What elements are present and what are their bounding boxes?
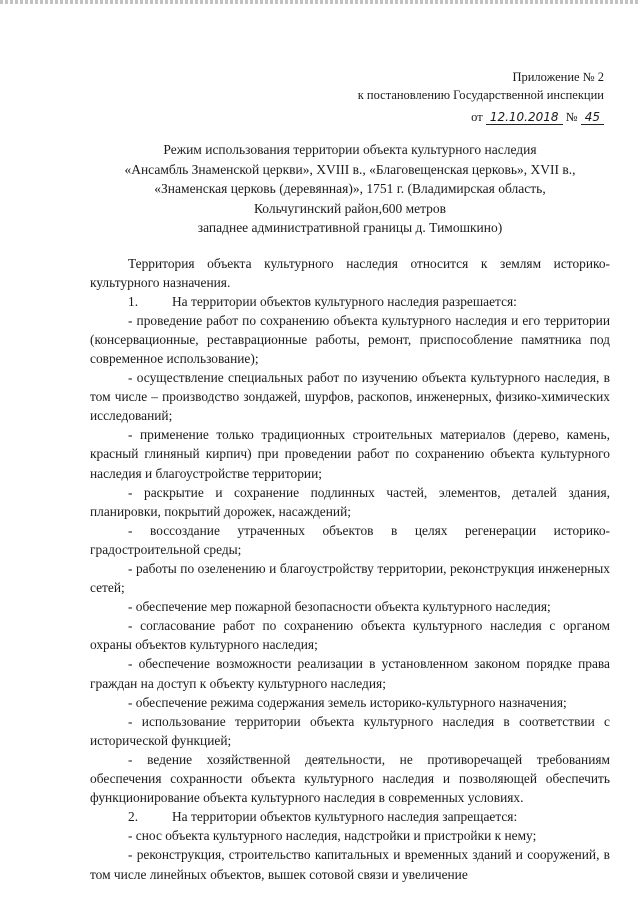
- title-line: Кольчугинский район,600 метров: [253, 200, 447, 216]
- section-number: 2.: [128, 809, 139, 825]
- section-heading-text: На территории объектов культурного наследия разрешается:: [172, 293, 517, 309]
- list-item: - проведение работ по сохранению объекта культурного наследия и его территории (консервационные, реставрационные работы, ремонт, приспособление памятника под современное использование);: [90, 312, 610, 366]
- title-line: «Ансамбль Знаменской церкви», XVIII в., «Благовещенская церковь», XVII в.,: [124, 161, 576, 177]
- appendix-line: Приложение № 2: [512, 70, 604, 84]
- number-prefix: №: [565, 110, 578, 124]
- list-item: - снос объекта культурного наследия, надстройки и пристройки к нему;: [128, 828, 537, 844]
- intro-paragraph: Территория объекта культурного наследия относится к землям историко-культурного назначения.: [90, 255, 610, 290]
- section-1-heading: [90, 292, 610, 311]
- list-item: - применение только традиционных строительных материалов (дерево, камень, красный глиняный кирпич) при проведении работ по сохранению объекта культурного наследия и благоустройстве территории;: [90, 427, 610, 481]
- list-item: - обеспечение режима содержания земель историко-культурного назначения;: [128, 694, 567, 710]
- document-title: [90, 140, 610, 238]
- list-item: - осуществление специальных работ по изучению объекта культурного наследия, в том числе – производство зондажей, шурфов, раскопов, инженерных, физико-химических исследований;: [90, 370, 610, 424]
- list-item: - обеспечение мер пожарной безопасности объекта культурного наследия;: [128, 599, 551, 615]
- scan-edge: [0, 0, 640, 4]
- list-item: - работы по озеленению и благоустройству территории, реконструкция инженерных сетей;: [90, 561, 610, 596]
- section-number: 1.: [128, 293, 139, 309]
- list-item: - обеспечение возможности реализации в установленном законом порядке права граждан на доступ к объекту культурного наследия;: [90, 656, 610, 691]
- title-line: западнее административной границы д. Тимошкино): [197, 220, 503, 235]
- section-2-heading: [90, 807, 610, 826]
- date-prefix: от: [471, 110, 483, 124]
- appendix-line: к постановлению Государственной инспекции: [357, 88, 604, 102]
- document-body: [90, 254, 610, 884]
- list-item: - воссоздание утраченных объектов в целях регенерации историко-градостроительной среды;: [90, 522, 610, 557]
- list-item: - реконструкция, строительство капитальных и временных зданий и сооружений, в том числе линейных объектов, вышек сотовой связи и увеличение: [90, 847, 610, 882]
- handwritten-number: 45: [581, 110, 604, 125]
- title-line: «Знаменская церковь (деревянная)», 1751 г. (Владимирская область,: [154, 181, 546, 196]
- list-item: - согласование работ по сохранению объекта культурного наследия с органом охраны объектов культурного наследия;: [90, 618, 610, 653]
- list-item: - раскрытие и сохранение подлинных частей, элементов, деталей здания, планировки, покрытий дорожек, насаждений;: [90, 484, 610, 519]
- title-line: Режим использования территории объекта культурного наследия: [163, 142, 537, 157]
- list-item: - использование территории объекта культурного наследия в соответствии с исторической функцией;: [90, 713, 610, 748]
- handwritten-date: 12.10.2018: [486, 110, 563, 125]
- list-item: - ведение хозяйственной деятельности, не противоречащей требованиям обеспечения сохранности объекта культурного наследия и позволяющей обеспечить функционирование объекта культурного наследия в современных условиях.: [90, 751, 610, 806]
- section-heading-text: На территории объектов культурного наследия запрещается:: [172, 809, 518, 825]
- appendix-block: [90, 68, 610, 126]
- date-number-line: [471, 108, 604, 126]
